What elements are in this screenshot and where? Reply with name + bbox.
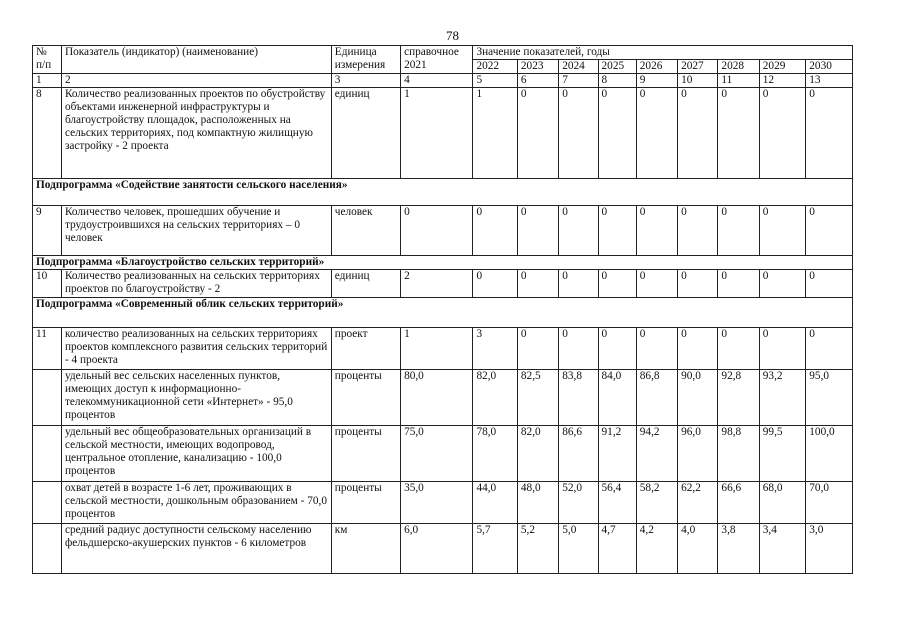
unit-cell: км [331, 524, 400, 574]
year-header: 2025 [598, 60, 636, 74]
value-cell: 90,0 [678, 370, 718, 426]
value-cell: 0 [559, 88, 598, 179]
value-cell: 94,2 [636, 426, 677, 482]
value-cell: 75,0 [401, 426, 473, 482]
section-row [33, 179, 853, 206]
value-cell: 93,2 [759, 370, 806, 426]
year-header: 2030 [806, 60, 853, 74]
value-cell: 96,0 [678, 426, 718, 482]
year-header: 2024 [559, 60, 598, 74]
value-cell: 48,0 [517, 482, 558, 524]
header-unit: Единица измерения [331, 46, 400, 74]
header-values-title: Значение показателей, годы [473, 46, 853, 60]
value-cell: 0 [517, 88, 558, 179]
indicator-name: Количество реализованных проектов по обустройству объектами инженерной инфраструктуры и благоустройству площадок, расположенных на сельских территориях, под компактную жилищную застройку - 2 проекта [61, 88, 331, 179]
column-number: 7 [559, 74, 598, 88]
column-number: 13 [806, 74, 853, 88]
unit-cell: проект [331, 328, 400, 370]
column-number: 4 [401, 74, 473, 88]
year-header: 2023 [517, 60, 558, 74]
year-header: 2022 [473, 60, 517, 74]
column-number: 8 [598, 74, 636, 88]
column-numbers-row [33, 74, 853, 88]
value-cell: 0 [636, 328, 677, 370]
value-cell: 4,2 [636, 524, 677, 574]
section-row [33, 256, 853, 270]
value-cell: 0 [678, 88, 718, 179]
value-cell: 68,0 [759, 482, 806, 524]
table-row [33, 328, 853, 370]
value-cell: 80,0 [401, 370, 473, 426]
value-cell: 6,0 [401, 524, 473, 574]
header-num: № п/п [33, 46, 62, 74]
value-cell: 0 [517, 328, 558, 370]
value-cell: 3,8 [718, 524, 759, 574]
row-number [33, 524, 62, 574]
row-number: 8 [33, 88, 62, 179]
value-cell: 3,0 [806, 524, 853, 574]
value-cell: 35,0 [401, 482, 473, 524]
year-header: 2029 [759, 60, 806, 74]
value-cell: 82,0 [517, 426, 558, 482]
indicator-name: количество реализованных на сельских территориях проектов комплексного развития сельских территорий - 4 проекта [61, 328, 331, 370]
value-cell: 56,4 [598, 482, 636, 524]
table-row [33, 426, 853, 482]
value-cell: 0 [678, 270, 718, 298]
value-cell: 100,0 [806, 426, 853, 482]
value-cell: 99,5 [759, 426, 806, 482]
section-title: Подпрограмма «Современный облик сельских территорий» [33, 298, 853, 328]
value-cell: 86,6 [559, 426, 598, 482]
page-number: 78 [446, 28, 459, 43]
section-row [33, 298, 853, 328]
value-cell: 0 [636, 270, 677, 298]
value-cell: 92,8 [718, 370, 759, 426]
value-cell: 0 [806, 270, 853, 298]
indicator-name: охват детей в возрасте 1-6 лет, проживающих в сельской местности, дошкольным образованием - 70,0 процентов [61, 482, 331, 524]
table-row [33, 270, 853, 298]
unit-cell: человек [331, 206, 400, 256]
header-indicator: Показатель (индикатор) (наименование) [61, 46, 331, 74]
unit-cell: единиц [331, 88, 400, 179]
column-number: 11 [718, 74, 759, 88]
value-cell: 58,2 [636, 482, 677, 524]
table-row [33, 370, 853, 426]
column-number: 6 [517, 74, 558, 88]
value-cell: 0 [517, 206, 558, 256]
value-cell: 78,0 [473, 426, 517, 482]
value-cell: 0 [718, 88, 759, 179]
value-cell: 4,0 [678, 524, 718, 574]
value-cell: 82,5 [517, 370, 558, 426]
value-cell: 0 [598, 328, 636, 370]
value-cell: 0 [636, 88, 677, 179]
indicator-name: удельный вес сельских населенных пунктов, имеющих доступ к информационно-телекоммуникационной сети «Интернет» - 95,0 процентов [61, 370, 331, 426]
value-cell: 82,0 [473, 370, 517, 426]
row-number: 9 [33, 206, 62, 256]
column-number: 9 [636, 74, 677, 88]
value-cell: 0 [718, 270, 759, 298]
value-cell: 0 [598, 206, 636, 256]
year-header: 2027 [678, 60, 718, 74]
value-cell: 0 [559, 270, 598, 298]
value-cell: 0 [598, 88, 636, 179]
value-cell: 0 [473, 206, 517, 256]
column-number: 1 [33, 74, 62, 88]
value-cell: 1 [401, 88, 473, 179]
value-cell: 0 [806, 88, 853, 179]
value-cell: 0 [559, 328, 598, 370]
unit-cell: проценты [331, 482, 400, 524]
indicator-name: Количество реализованных на сельских территориях проектов по благоустройству - 2 [61, 270, 331, 298]
value-cell: 1 [401, 328, 473, 370]
value-cell: 0 [759, 88, 806, 179]
indicator-name: средний радиус доступности сельскому населению фельдшерско-акушерских пунктов - 6 километров [61, 524, 331, 574]
column-number: 10 [678, 74, 718, 88]
value-cell: 86,8 [636, 370, 677, 426]
column-number: 2 [61, 74, 331, 88]
header-reference: справочное 2021 [401, 46, 473, 74]
value-cell: 44,0 [473, 482, 517, 524]
row-number [33, 482, 62, 524]
section-title: Подпрограмма «Содействие занятости сельского населения» [33, 179, 853, 206]
table-row [33, 206, 853, 256]
year-header: 2026 [636, 60, 677, 74]
value-cell: 70,0 [806, 482, 853, 524]
row-number [33, 426, 62, 482]
indicator-table [32, 45, 853, 574]
value-cell: 0 [517, 270, 558, 298]
value-cell: 0 [718, 328, 759, 370]
value-cell: 84,0 [598, 370, 636, 426]
value-cell: 0 [678, 328, 718, 370]
year-header: 2028 [718, 60, 759, 74]
value-cell: 5,0 [559, 524, 598, 574]
value-cell: 0 [678, 206, 718, 256]
table-row [33, 524, 853, 574]
value-cell: 0 [559, 206, 598, 256]
value-cell: 2 [401, 270, 473, 298]
value-cell: 0 [473, 270, 517, 298]
value-cell: 0 [759, 206, 806, 256]
value-cell: 3,4 [759, 524, 806, 574]
value-cell: 0 [806, 328, 853, 370]
table-body [33, 46, 853, 574]
value-cell: 3 [473, 328, 517, 370]
value-cell: 5,2 [517, 524, 558, 574]
row-number: 11 [33, 328, 62, 370]
value-cell: 0 [401, 206, 473, 256]
value-cell: 91,2 [598, 426, 636, 482]
value-cell: 0 [806, 206, 853, 256]
value-cell: 0 [598, 270, 636, 298]
unit-cell: проценты [331, 370, 400, 426]
table-row [33, 88, 853, 179]
header-row [33, 46, 853, 60]
column-number: 5 [473, 74, 517, 88]
indicator-name: Количество человек, прошедших обучение и трудоустроившихся на сельских территориях – 0 человек [61, 206, 331, 256]
value-cell: 5,7 [473, 524, 517, 574]
section-title: Подпрограмма «Благоустройство сельских территорий» [33, 256, 853, 270]
indicator-name: удельный вес общеобразовательных организаций в сельской местности, имеющих водопровод, центральное отопление, канализацию - 100,0 процентов [61, 426, 331, 482]
value-cell: 0 [759, 270, 806, 298]
value-cell: 66,6 [718, 482, 759, 524]
row-number [33, 370, 62, 426]
unit-cell: единиц [331, 270, 400, 298]
column-number: 12 [759, 74, 806, 88]
value-cell: 0 [759, 328, 806, 370]
value-cell: 95,0 [806, 370, 853, 426]
value-cell: 52,0 [559, 482, 598, 524]
value-cell: 0 [636, 206, 677, 256]
value-cell: 98,8 [718, 426, 759, 482]
table-row [33, 482, 853, 524]
value-cell: 4,7 [598, 524, 636, 574]
column-number: 3 [331, 74, 400, 88]
value-cell: 1 [473, 88, 517, 179]
row-number: 10 [33, 270, 62, 298]
value-cell: 0 [718, 206, 759, 256]
value-cell: 62,2 [678, 482, 718, 524]
unit-cell: проценты [331, 426, 400, 482]
value-cell: 83,8 [559, 370, 598, 426]
